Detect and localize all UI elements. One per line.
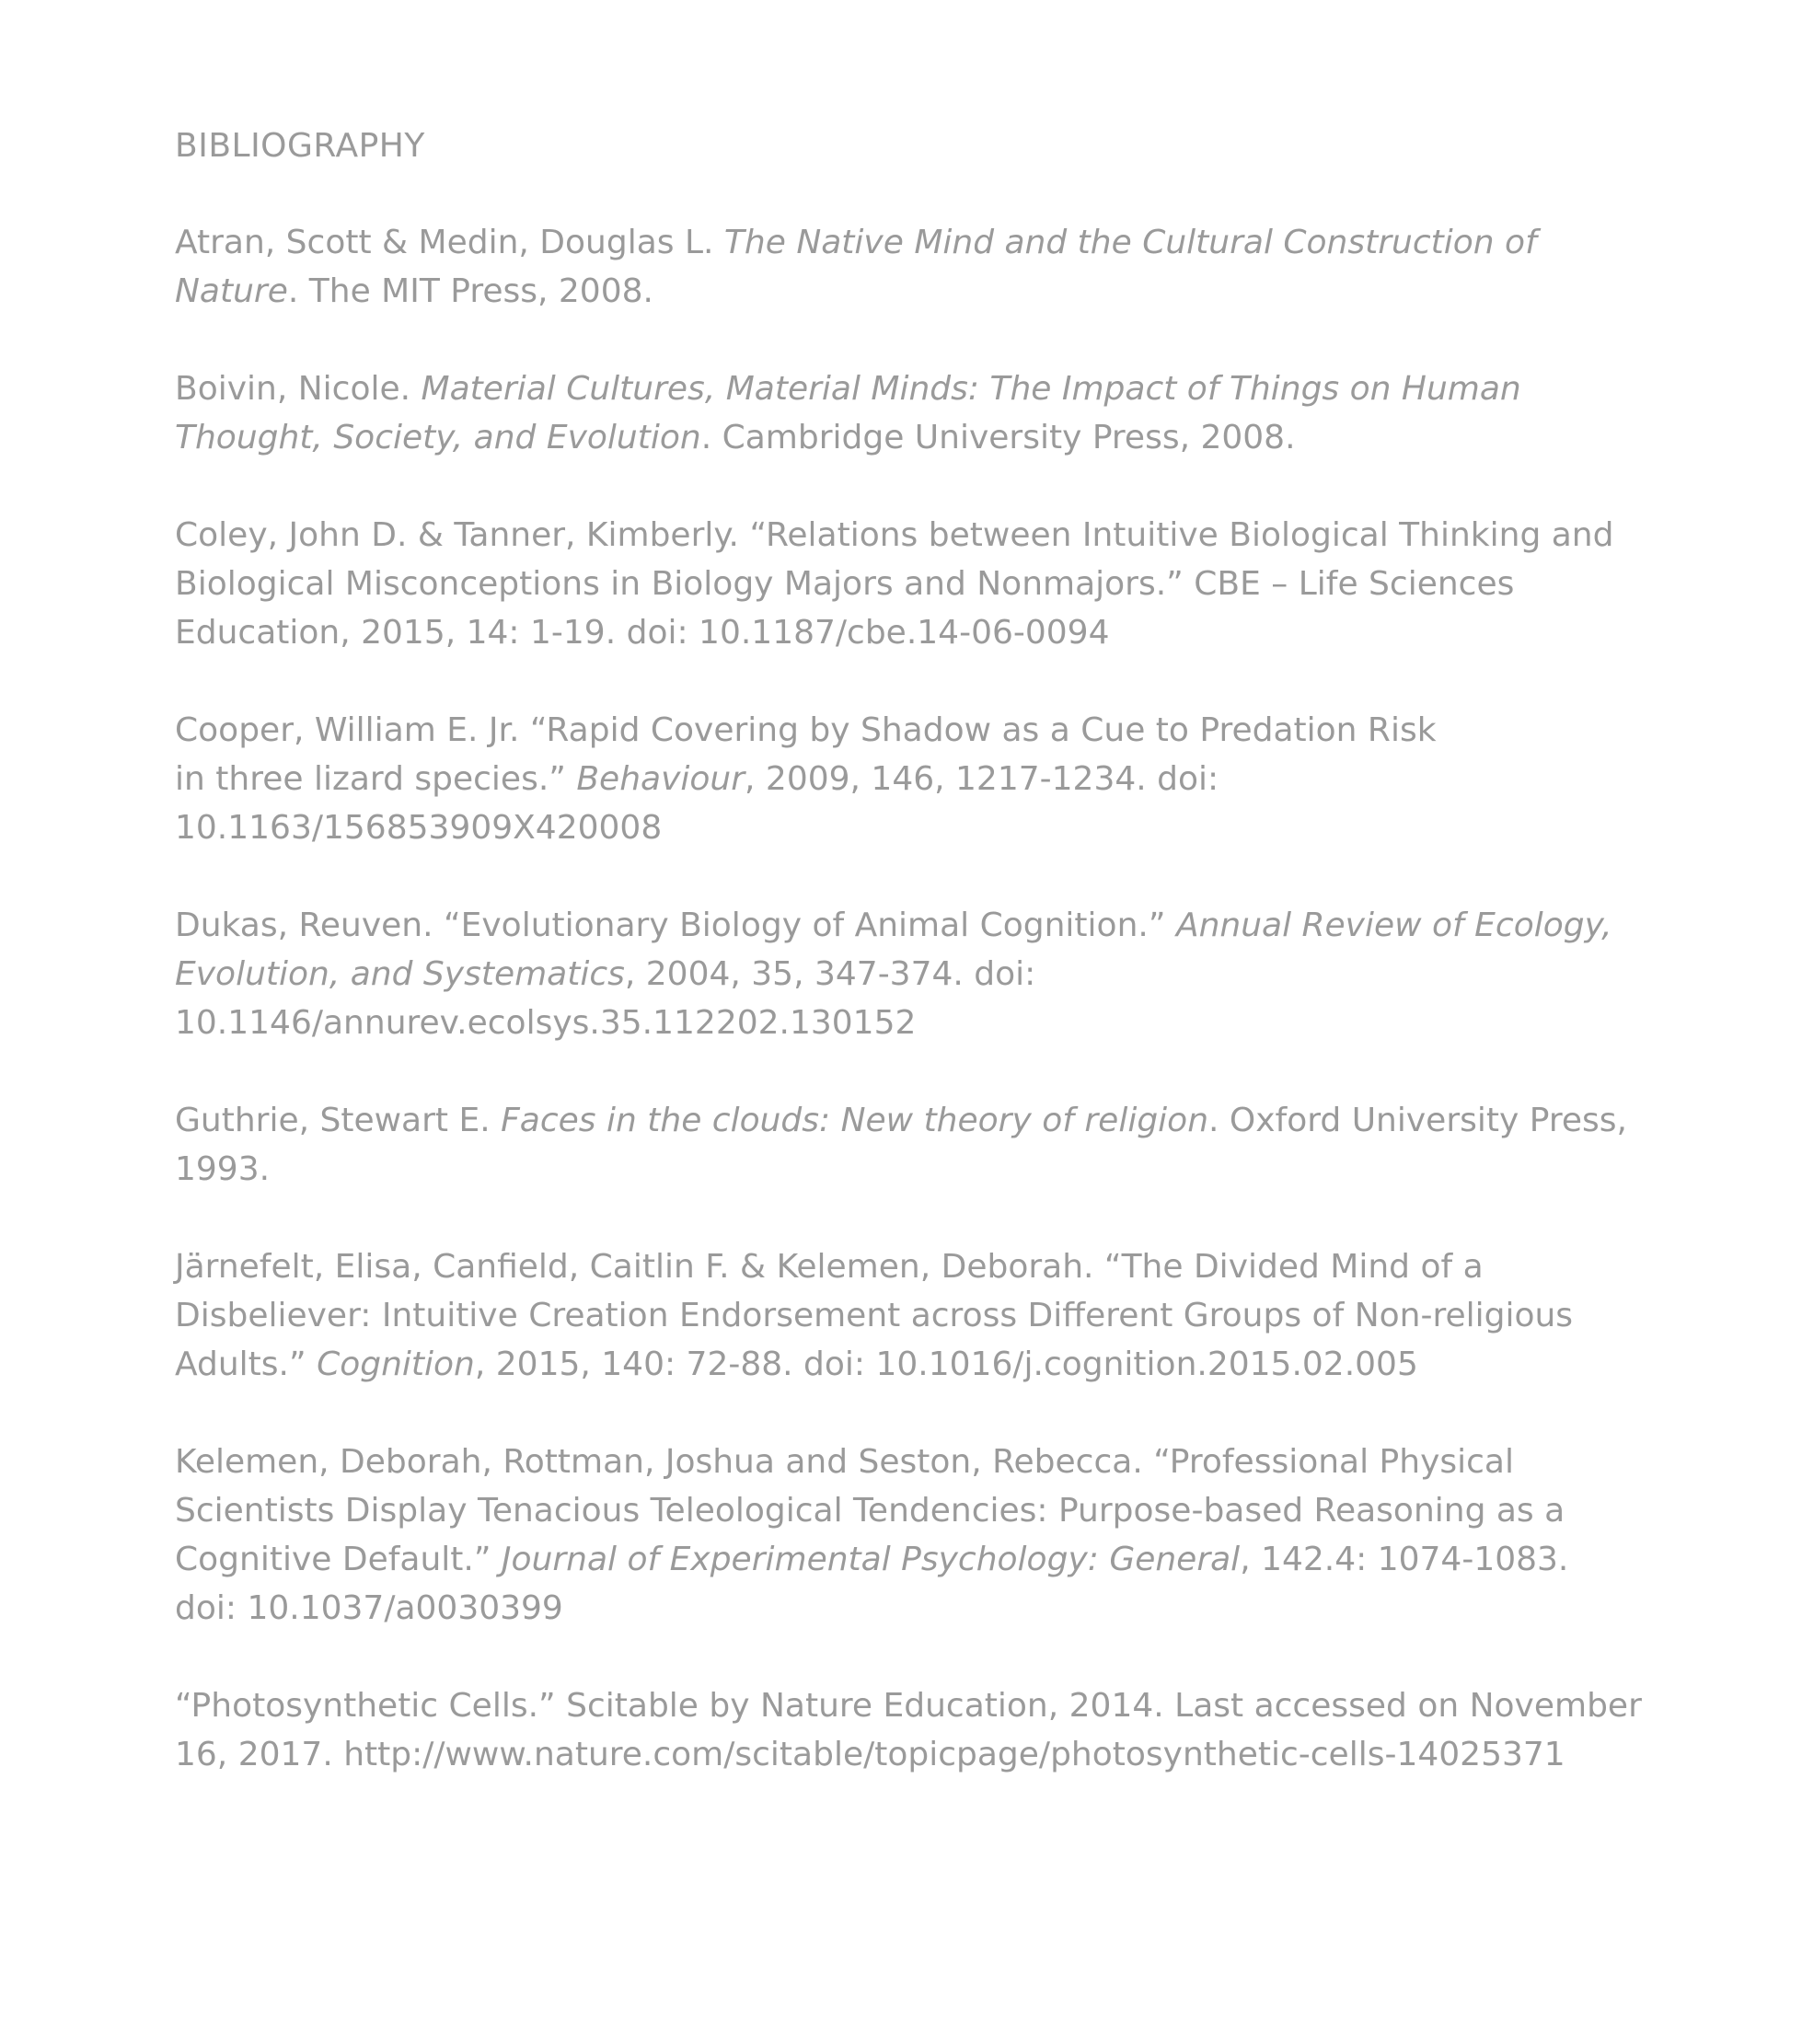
citation-text: Disbeliever: Intuitive Creation Endorsement across Different Groups of Non-religious bbox=[175, 1297, 1574, 1334]
bibliography-entry bbox=[175, 706, 1684, 852]
citation-text: Cognitive Default.” bbox=[175, 1541, 502, 1578]
bibliography-page bbox=[175, 121, 1684, 1828]
citation-text: “Photosynthetic Cells.” Scitable by Nature Education, 2014. Last accessed on November bbox=[175, 1687, 1642, 1725]
citation-text: Järnefelt, Elisa, Canfield, Caitlin F. & Kelemen, Deborah. “The Divided Mind of a bbox=[175, 1248, 1484, 1286]
bibliography-entry bbox=[175, 1438, 1684, 1633]
citation-text: 10.1146/annurev.ecolsys.35.112202.130152 bbox=[175, 1004, 917, 1042]
entry-line bbox=[175, 1145, 1684, 1194]
entry-text bbox=[175, 1242, 1684, 1389]
citation-text: doi: 10.1037/a0030399 bbox=[175, 1589, 563, 1627]
italic-title: Faces in the clouds: New theory of religion bbox=[501, 1102, 1209, 1139]
entry-line bbox=[175, 755, 1684, 803]
italic-title: Evolution, and Systematics bbox=[175, 955, 625, 993]
entry-line bbox=[175, 706, 1684, 755]
italic-title: Behaviour bbox=[576, 760, 745, 798]
citation-text: Education, 2015, 14: 1-19. doi: 10.1187/cbe.14-06-0094 bbox=[175, 614, 1110, 652]
entry-line bbox=[175, 999, 1684, 1047]
citation-text: Dukas, Reuven. “Evolutionary Biology of Animal Cognition.” bbox=[175, 907, 1176, 944]
bibliography-entry bbox=[175, 511, 1684, 657]
entry-line bbox=[175, 413, 1684, 462]
entry-text bbox=[175, 1681, 1684, 1779]
citation-text: Atran, Scott & Medin, Douglas L. bbox=[175, 224, 724, 261]
citation-text: in three lizard species.” bbox=[175, 760, 577, 798]
citation-text: Boivin, Nicole. bbox=[175, 370, 422, 408]
entry-line bbox=[175, 803, 1684, 852]
bibliography-entry bbox=[175, 218, 1684, 316]
entry-text bbox=[175, 1096, 1684, 1194]
citation-text: , 142.4: 1074-1083. bbox=[1240, 1541, 1569, 1578]
entry-line bbox=[175, 1535, 1684, 1584]
italic-title: Annual Review of Ecology, bbox=[1175, 907, 1612, 944]
citation-text: , 2004, 35, 347-374. doi: bbox=[624, 955, 1036, 993]
citation-text: Kelemen, Deborah, Rottman, Joshua and Seston, Rebecca. “Professional Physical bbox=[175, 1443, 1514, 1481]
entry-line bbox=[175, 1730, 1684, 1779]
entry-text bbox=[175, 218, 1684, 316]
citation-text: , 2015, 140: 72-88. doi: 10.1016/j.cognition.2015.02.005 bbox=[474, 1345, 1418, 1383]
entry-text bbox=[175, 511, 1684, 657]
entry-line bbox=[175, 364, 1684, 413]
citation-text: . Cambridge University Press, 2008. bbox=[700, 419, 1296, 456]
bibliography-entry bbox=[175, 1096, 1684, 1194]
entry-line bbox=[175, 1242, 1684, 1291]
italic-title: Material Cultures, Material Minds: The Impact of Things on Human bbox=[421, 370, 1521, 408]
entry-line bbox=[175, 1438, 1684, 1486]
citation-text: Guthrie, Stewart E. bbox=[175, 1102, 502, 1139]
italic-title: Journal of Experimental Psychology: General bbox=[501, 1541, 1241, 1578]
citation-text: Cooper, William E. Jr. “Rapid Covering by Shadow as a Cue to Predation Risk bbox=[175, 711, 1437, 749]
citation-text: Adults.” bbox=[175, 1345, 318, 1383]
entry-line bbox=[175, 511, 1684, 560]
page-title: BIBLIOGRAPHY bbox=[175, 127, 425, 165]
entry-line bbox=[175, 608, 1684, 657]
entry-line bbox=[175, 950, 1684, 999]
italic-title: Nature bbox=[175, 272, 288, 310]
citation-text: . The MIT Press, 2008. bbox=[287, 272, 653, 310]
entry-text bbox=[175, 364, 1684, 462]
entry-line bbox=[175, 560, 1684, 608]
italic-title: Thought, Society, and Evolution bbox=[175, 419, 701, 456]
entry-line bbox=[175, 1681, 1684, 1730]
citation-text: , 2009, 146, 1217-1234. doi: bbox=[745, 760, 1219, 798]
entry-line bbox=[175, 1584, 1684, 1633]
bibliography-entry bbox=[175, 1242, 1684, 1389]
italic-title: Cognition bbox=[317, 1345, 475, 1383]
italic-title: The Native Mind and the Cultural Construction of bbox=[723, 224, 1537, 261]
citation-text: 16, 2017. http://www.nature.com/scitable/topicpage/photosynthetic-cells-14025371 bbox=[175, 1736, 1565, 1773]
entry-line bbox=[175, 218, 1684, 267]
bibliography-list bbox=[175, 218, 1684, 1779]
entry-line bbox=[175, 1096, 1684, 1145]
entry-line bbox=[175, 1340, 1684, 1389]
bibliography-entry bbox=[175, 901, 1684, 1047]
citation-text: Scientists Display Tenacious Teleological Tendencies: Purpose-based Reasoning as a bbox=[175, 1492, 1565, 1530]
bibliography-entry bbox=[175, 1681, 1684, 1779]
citation-text: 10.1163/156853909X420008 bbox=[175, 809, 663, 847]
entry-text bbox=[175, 901, 1684, 1047]
entry-text bbox=[175, 706, 1684, 852]
citation-text: Biological Misconceptions in Biology Majors and Nonmajors.” CBE – Life Sciences bbox=[175, 565, 1515, 603]
citation-text: . Oxford University Press, bbox=[1208, 1102, 1627, 1139]
entry-line bbox=[175, 1486, 1684, 1535]
entry-line bbox=[175, 1291, 1684, 1340]
entry-text bbox=[175, 1438, 1684, 1633]
citation-text: Coley, John D. & Tanner, Kimberly. “Relations between Intuitive Biological Thinking and bbox=[175, 516, 1614, 554]
entry-line bbox=[175, 901, 1684, 950]
bibliography-entry bbox=[175, 364, 1684, 462]
citation-text: 1993. bbox=[175, 1150, 271, 1188]
entry-line bbox=[175, 267, 1684, 316]
